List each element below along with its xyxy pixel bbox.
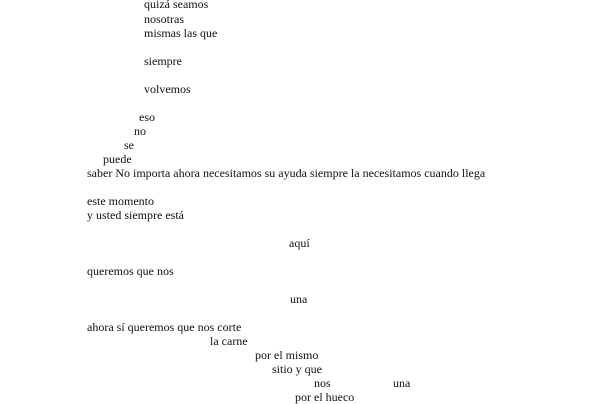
poem-line: aquí (289, 236, 310, 250)
poem-line: se (124, 138, 134, 152)
poem-line: por el hueco (295, 390, 355, 404)
poem-line: quizá seamos (144, 0, 209, 11)
poem-line: este momento (87, 194, 154, 208)
poem-line: ahora sí queremos que nos corte (87, 320, 242, 334)
poem-line: por el mismo (255, 348, 319, 362)
poem-line: la carne (210, 334, 248, 348)
poem-line: queremos que nos (87, 264, 174, 278)
poem-line: mismas las que (144, 26, 218, 40)
poem-line: y usted siempre está (87, 208, 184, 222)
poem-line: una (393, 376, 411, 390)
poem-line: saber No importa ahora necesitamos su ayuda siempre la necesitamos cuando llega (87, 166, 486, 180)
poem-line: puede (103, 152, 132, 166)
poem-line: siempre (144, 54, 182, 68)
poem-line: eso (139, 110, 155, 124)
poem-line: nos (314, 376, 331, 390)
poem-line: una (290, 292, 308, 306)
poem-line: no (134, 124, 146, 138)
poem-line: nosotras (144, 12, 184, 26)
poem-line: sitio y que (272, 362, 322, 376)
poem-line: volvemos (144, 82, 191, 96)
